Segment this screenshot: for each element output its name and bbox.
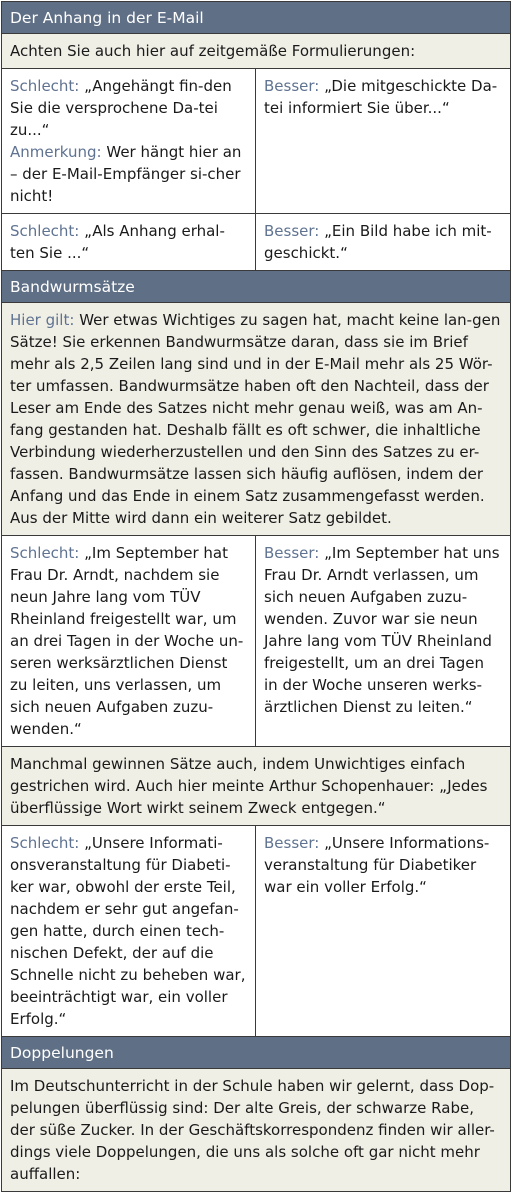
bad-example-cell — [2, 214, 256, 270]
bad-example-cell — [2, 826, 256, 1036]
bad-label: Schlecht: — [10, 77, 80, 95]
section-doppelungen — [2, 1037, 510, 1191]
bad-example-text: „Unsere Informati-onsveranstaltung für Diabeti-ker war, obwohl der erste Teil, nachdem er sehr gut angefan-gen hatte, durch einen tech-nischen Defekt, der auf die Schnelle nicht zu beheben war, beeinträchtigt war, ein voller Erfolg.“ — [10, 834, 246, 1028]
good-example-cell — [256, 69, 508, 213]
good-example-text: „Die mitgeschickte Da-tei informiert Sie über...“ — [264, 77, 498, 117]
bad-example-text: „Als Anhang erhal-ten Sie ...“ — [10, 222, 225, 262]
section-intro-bandwurmsaetze — [2, 303, 510, 536]
note-label: Anmerkung: — [10, 143, 102, 161]
comparison-row — [2, 214, 510, 271]
section-title-doppelungen: Doppelungen — [2, 1037, 510, 1069]
bad-label: Schlecht: — [10, 544, 80, 562]
rule-text: Wer etwas Wichtiges zu sagen hat, macht keine lan-gen Sätze! Sie erkennen Bandwurmsätze daran, dass sie im Brief mehr als 2,5 Zeilen lang sind und in der E-Mail mehr als 25 Wör-ter umfassen. Bandwurmsätze haben oft den Nachteil, dass der Leser am Ende des Satzes nicht mehr genau weiß, was am An-fang gestanden hat. Deshalb fällt es oft schwer, die inhaltliche Verbindung wiederherzustellen und den Sinn des Satzes zu er-fassen. Bandwurmsätze lassen sich häufig auflösen, indem der Anfang und das Ende in einem Satz zusammengefasst werden. Aus der Mitte wird dann ein weiterer Satz gebildet. — [10, 311, 501, 527]
good-example-cell — [256, 826, 508, 1036]
bad-label: Schlecht: — [10, 834, 80, 852]
comparison-row — [2, 826, 510, 1037]
good-label: Besser: — [264, 222, 320, 240]
section-title-anhang: Der Anhang in der E-Mail — [2, 2, 510, 34]
good-example-text: „Unsere Informations-veranstaltung für Diabetiker war ein voller Erfolg.“ — [264, 834, 490, 896]
comparison-row — [2, 69, 510, 214]
good-example-cell — [256, 214, 508, 270]
section-title-bandwurmsaetze: Bandwurmsätze — [2, 271, 510, 303]
section-intro-anhang: Achten Sie auch hier auf zeitgemäße Formulierungen: — [2, 34, 510, 69]
good-label: Besser: — [264, 544, 320, 562]
bad-example-cell — [2, 69, 256, 213]
note-text: Wer hängt hier an – der E-Mail-Empfänger si-cher nicht! — [10, 143, 242, 205]
comparison-row — [2, 536, 510, 747]
bad-label: Schlecht: — [10, 222, 80, 240]
section-middle-text: Manchmal gewinnen Sätze auch, indem Unwichtiges einfach gestrichen wird. Auch hier meinte Arthur Schopenhauer: „Jedes überflüssige Wort wirkt seinem Zweck entgegen.“ — [2, 747, 510, 826]
info-table — [1, 1, 511, 1192]
bad-example-text: „Im September hat Frau Dr. Arndt, nachdem sie neun Jahre lang vom TÜV Rheinland freigestellt war, um an drei Tagen in der Woche un-seren werksärztlichen Dienst zu leiten, uns verlassen, um sich neuen Aufgaben zuzu-wenden.“ — [10, 544, 244, 738]
rule-label: Hier gilt: — [10, 311, 75, 329]
bad-example-cell — [2, 536, 256, 746]
bad-example-text: „Angehängt fin-den Sie die versprochene Da-tei zu...“ — [10, 77, 232, 139]
good-label: Besser: — [264, 77, 320, 95]
section-intro-doppelungen: Im Deutschunterricht in der Schule haben wir gelernt, dass Dop-pelungen überflüssig sind: Der alte Greis, der schwarze Rabe, der süße Zucker. In der Geschäftskorrespondenz finden wir aller-dings viele Doppelungen, die uns als solche oft gar nicht mehr auffallen: — [2, 1069, 510, 1191]
section-anhang — [2, 2, 510, 271]
section-bandwurmsaetze — [2, 271, 510, 1037]
good-example-text: „Im September hat uns Frau Dr. Arndt verlassen, um sich neuen Aufgaben zuzu-wenden. Zuvor war sie neun Jahre lang vom TÜV Rheinland freigestellt, um an drei Tagen in der Woche unseren werks-ärztlichen Dienst zu leiten.“ — [264, 544, 500, 716]
good-label: Besser: — [264, 834, 320, 852]
good-example-cell — [256, 536, 508, 746]
good-example-text: „Ein Bild habe ich mit-geschickt.“ — [264, 222, 492, 262]
